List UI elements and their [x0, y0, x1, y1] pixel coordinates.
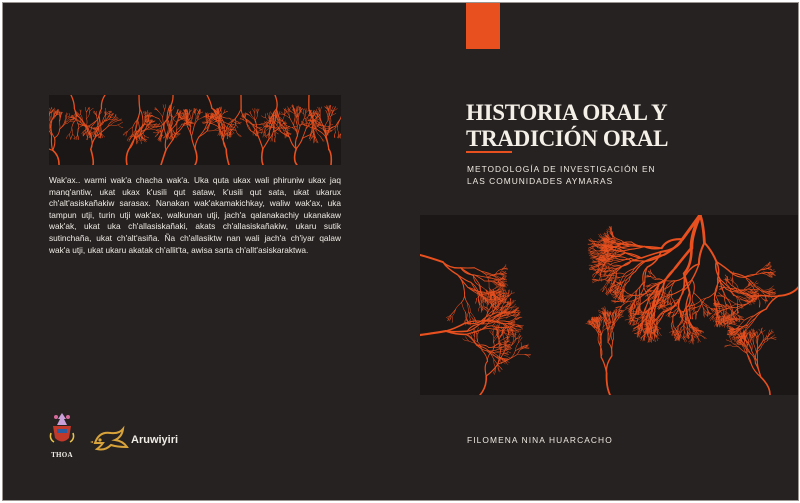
back-cover-blurb: Wak'ax.. warmi wak'a chacha wak'a. Uka quta ukax wali phiruniw ukax jaq manq'antiw, ukat ukax k'usili qut sataw, k'usili qut sata, ukat ukarux ch'alt'asiskañakiw sarasax. Nanakan wak'akamakichkay, waliw wak'ax, uka tampun utji, turin utji wak'ax, walkunan utji, jach'a qalanakachiy ukanakaw wak'ak, ukat uka ch'allasiskañaki, akats ch'allasiskañakiw, ukaru sutik sutinchaña, ukat ch'alt'asiña. Ña ch'allasiktw nan wali jach'a ch'iyar qalaw wak'a utji, ukat ukaru akatak ch'allit'ta, awisa sarta ch'allt'asiskaraktwa. — [49, 175, 341, 255]
stylized-bird-icon — [89, 423, 131, 457]
title-underline — [466, 151, 512, 153]
thoa-logo-text: THOA — [51, 451, 73, 459]
book-subtitle: METODOLOGÍA DE INVESTIGACIÓN EN LAS COMUNIDADES AYMARAS — [467, 164, 656, 186]
orange-spine-tab — [466, 3, 500, 49]
front-cover-artwork — [420, 215, 799, 395]
aruwiyiri-logo-text: Aruwiyiri — [131, 434, 179, 446]
back-cover-artwork — [49, 95, 341, 165]
river-delta-icon — [420, 215, 799, 395]
book-cover-spread — [2, 2, 799, 501]
river-pattern-icon — [49, 95, 341, 165]
thoa-emblem-icon — [47, 411, 77, 449]
aruwiyiri-logo — [89, 423, 199, 457]
author-name: FILOMENA NINA HUARCACHO — [467, 435, 613, 445]
thoa-logo — [47, 411, 77, 459]
book-title: HISTORIA ORAL Y TRADICIÓN ORAL — [466, 100, 669, 151]
